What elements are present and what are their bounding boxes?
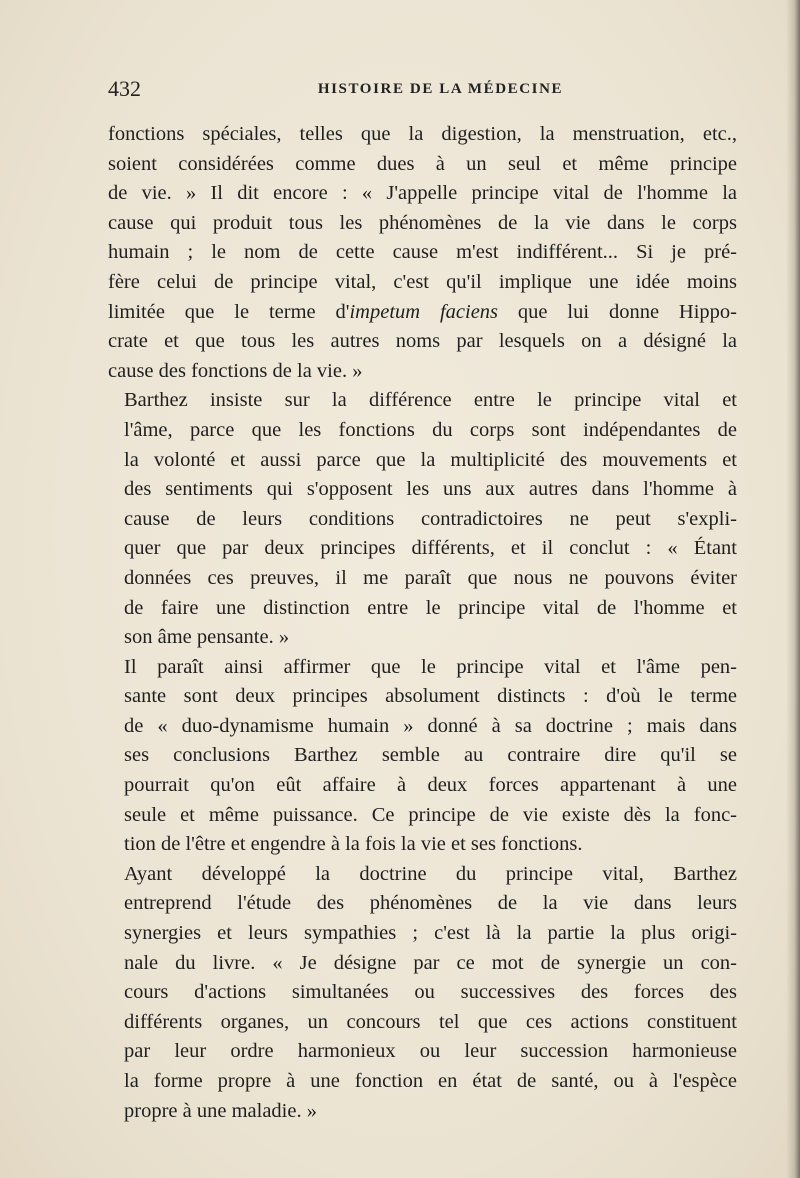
text-line: fonctions spéciales, telles que la digestion, la menstruation, etc., [108, 123, 737, 145]
text-line: de vie. » Il dit encore : « J'appelle principe vital de l'homme la [108, 182, 737, 205]
text-line: l'âme, parce que les fonctions du corps sont indépendantes de [124, 418, 737, 441]
body-text [108, 120, 737, 1126]
page-number: 432 [108, 76, 141, 101]
text-segment: que lui donne Hippo- [498, 300, 738, 323]
paragraph-3 [108, 653, 737, 860]
running-title: HISTOIRE DE LA MÉDECINE [317, 81, 564, 97]
text-line: ses conclusions Barthez semble au contraire dire qu'il se [124, 744, 737, 767]
text-line: propre à une maladie. » [124, 1099, 317, 1122]
text-line: cause des fonctions de la vie. » [108, 359, 363, 382]
text-line: Ayant développé la doctrine du principe vital, Barthez [124, 862, 737, 885]
text-line: seule et même puissance. Ce principe de vie existe dès la fonc- [124, 803, 737, 826]
text-line: la volonté et aussi parce que la multiplicité des mouvements et [124, 448, 737, 471]
text-line: son âme pensante. » [124, 626, 290, 649]
text-line: cause qui produit tous les phénomènes de la vie dans le corps [108, 211, 737, 234]
text-line: sante sont deux principes absolument distincts : d'où le terme [124, 685, 737, 708]
text-line: de « duo-dynamisme humain » donné à sa doctrine ; mais dans [124, 714, 737, 737]
text-line: tion de l'être et engendre à la fois la vie et ses fonctions. [124, 833, 583, 856]
text-line: entreprend l'étude des phénomènes de la vie dans leurs [124, 892, 737, 915]
paragraph-1 [108, 120, 737, 386]
text-line: quer que par deux principes différents, et il conclut : « Étant [124, 537, 737, 560]
text-line: cours d'actions simultanées ou successives des forces des [124, 981, 737, 1004]
text-line: de faire une distinction entre le principe vital de l'homme et [124, 596, 737, 619]
italic-term: impetum faciens [349, 300, 499, 323]
paragraph-4 [108, 860, 737, 1126]
text-line: synergies et leurs sympathies ; c'est là la partie la plus origi- [124, 922, 737, 945]
paragraph-2 [108, 386, 737, 652]
text-line: pourrait qu'on eût affaire à deux forces appartenant à une [124, 774, 737, 797]
text-line: humain ; le nom de cette cause m'est indifférent... Si je pré- [108, 241, 737, 264]
text-line: cause de leurs conditions contradictoires ne peut s'expli- [124, 507, 737, 530]
text-line: Barthez insiste sur la différence entre le principe vital et [124, 389, 737, 412]
text-segment: limitée que le terme d' [108, 300, 350, 323]
page-edge-shadow [786, 0, 800, 1178]
text-line: crate et que tous les autres noms par lesquels on a désigné la [108, 330, 737, 353]
text-line: Il paraît ainsi affirmer que le principe vital et l'âme pen- [124, 655, 737, 678]
text-line: nale du livre. « Je désigne par ce mot de synergie un con- [124, 951, 737, 974]
text-line: soient considérées comme dues à un seul et même principe [108, 152, 737, 175]
text-line: différents organes, un concours tel que ces actions constituent [124, 1010, 737, 1033]
text-line-with-italic [108, 298, 737, 328]
text-line: des sentiments qui s'opposent les uns aux autres dans l'homme à [124, 478, 737, 501]
text-line: par leur ordre harmonieux ou leur succession harmonieuse [124, 1040, 737, 1063]
page-header [108, 76, 738, 104]
text-line: la forme propre à une fonction en état de santé, ou à l'espèce [124, 1070, 737, 1092]
text-line: données ces preuves, il me paraît que nous ne pouvons éviter [124, 566, 737, 589]
text-line: fère celui de principe vital, c'est qu'il implique une idée moins [108, 270, 737, 293]
